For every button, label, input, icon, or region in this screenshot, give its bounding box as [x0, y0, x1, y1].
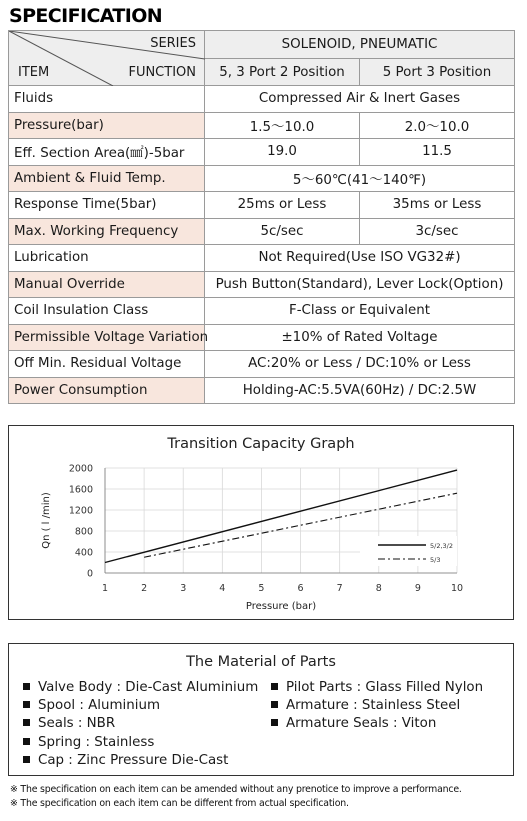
footnote: ※ The specification on each item can be different from actual specification. — [10, 798, 349, 809]
legend-label: 5/3 — [430, 556, 441, 564]
graph-title: Transition Capacity Graph — [167, 436, 355, 452]
bullet-square-icon — [23, 756, 30, 763]
y-axis-label: Qn ( l /min) — [41, 492, 52, 549]
row-value-v2: 3c/sec — [360, 218, 515, 245]
materials-title: The Material of Parts — [186, 654, 336, 670]
table-row — [9, 271, 515, 298]
item-label: ITEM — [18, 65, 50, 80]
y-tick-label: 400 — [74, 547, 93, 559]
spec-rows — [9, 86, 515, 404]
row-value: Not Required(Use ISO VG32#) — [205, 245, 515, 272]
table-row — [9, 165, 515, 192]
x-tick-label: 3 — [180, 583, 187, 594]
material-text: Seals : NBR — [38, 716, 116, 732]
row-label: Manual Override — [9, 271, 205, 298]
materials-list-left — [23, 679, 258, 770]
y-tick-label: 1200 — [68, 505, 93, 517]
x-axis-label: Pressure (bar) — [245, 601, 317, 612]
row-label: Lubrication — [9, 245, 205, 272]
row-label: Eff. Section Area(㎟)-5bar — [9, 139, 205, 166]
x-tick-label: 8 — [375, 583, 382, 594]
page-title: SPECIFICATION — [9, 5, 163, 27]
table-row — [9, 86, 515, 113]
table-header-row-1 — [9, 31, 515, 59]
bullet-square-icon — [271, 683, 278, 690]
material-item — [23, 697, 258, 715]
row-label: Response Time(5bar) — [9, 192, 205, 219]
bullet-square-icon — [23, 683, 30, 690]
x-tick-label: 9 — [414, 583, 421, 594]
function-label: FUNCTION — [128, 65, 196, 80]
legend-label: 5/2,3/2 — [430, 542, 453, 550]
row-value: Holding-AC:5.5VA(60Hz) / DC:2.5W — [205, 377, 515, 404]
row-label: Power Consumption — [9, 377, 205, 404]
row-value-v1: 1.5～10.0 — [205, 112, 360, 139]
row-label: Coil Insulation Class — [9, 298, 205, 325]
materials-panel — [8, 643, 514, 776]
material-item — [271, 679, 483, 697]
y-tick-label: 1600 — [68, 484, 93, 496]
row-value: Compressed Air & Inert Gases — [205, 86, 515, 113]
row-value-v2: 11.5 — [360, 139, 515, 166]
row-value-v2: 2.0～10.0 — [360, 112, 515, 139]
table-row — [9, 324, 515, 351]
bullet-square-icon — [23, 701, 30, 708]
material-text: Armature Seals : Viton — [286, 716, 437, 732]
row-label: Ambient & Fluid Temp. — [9, 165, 205, 192]
specification-table — [8, 30, 515, 404]
row-value: Push Button(Standard), Lever Lock(Option) — [205, 271, 515, 298]
x-tick-label: 1 — [101, 583, 109, 594]
y-tick-label: 2000 — [68, 463, 93, 475]
table-row — [9, 192, 515, 219]
row-value: ±10% of Rated Voltage — [205, 324, 515, 351]
footnote: ※ The specification on each item can be amended without any prenotice to improve a performance. — [10, 784, 462, 795]
row-value-v2: 35ms or Less — [360, 192, 515, 219]
graph-panel — [8, 425, 514, 620]
bullet-square-icon — [23, 719, 30, 726]
x-tick-label: 2 — [141, 583, 148, 594]
legend-box — [360, 536, 457, 566]
material-item — [271, 715, 483, 733]
table-row — [9, 218, 515, 245]
table-row — [9, 245, 515, 272]
row-value: F-Class or Equivalent — [205, 298, 515, 325]
material-item — [23, 752, 258, 770]
material-text: Armature : Stainless Steel — [286, 698, 461, 714]
row-value: 5～60℃(41～140℉) — [205, 165, 515, 192]
bullet-square-icon — [23, 738, 30, 745]
row-value-v1: 25ms or Less — [205, 192, 360, 219]
series-value: SOLENOID, PNEUMATIC — [205, 31, 515, 59]
bullet-square-icon — [271, 701, 278, 708]
header-corner-cell — [9, 31, 205, 86]
row-label: Permissible Voltage Variation — [9, 324, 205, 351]
material-item — [271, 697, 483, 715]
x-tick-label: 4 — [219, 583, 226, 594]
table-row — [9, 139, 515, 166]
y-tick-label: 0 — [86, 568, 93, 580]
materials-list-right — [271, 679, 483, 734]
transition-capacity-chart — [9, 426, 515, 621]
row-label: Pressure(bar) — [9, 112, 205, 139]
table-row — [9, 298, 515, 325]
material-text: Spool : Aluminium — [38, 698, 160, 714]
row-value-v1: 5c/sec — [205, 218, 360, 245]
row-value: AC:20% or Less / DC:10% or Less — [205, 351, 515, 378]
x-tick-label: 6 — [297, 583, 304, 594]
row-label: Fluids — [9, 86, 205, 113]
material-item — [23, 679, 258, 697]
table-row — [9, 351, 515, 378]
column-header-1: 5, 3 Port 2 Position — [205, 59, 360, 86]
material-item — [23, 734, 258, 752]
table-row — [9, 112, 515, 139]
x-tick-label: 7 — [336, 583, 343, 594]
material-item — [23, 715, 258, 733]
series-label: SERIES — [150, 36, 196, 51]
x-tick-label: 5 — [258, 583, 265, 594]
footnotes — [10, 783, 462, 811]
row-label: Off Min. Residual Voltage — [9, 351, 205, 378]
bullet-square-icon — [271, 719, 278, 726]
table-row — [9, 377, 515, 404]
material-text: Valve Body : Die-Cast Aluminium — [38, 680, 259, 695]
x-tick-label: 10 — [450, 583, 464, 594]
material-text: Cap : Zinc Pressure Die-Cast — [38, 752, 229, 768]
material-text: Pilot Parts : Glass Filled Nylon — [286, 680, 484, 695]
material-text: Spring : Stainless — [38, 734, 155, 750]
column-header-2: 5 Port 3 Position — [360, 59, 515, 86]
row-value-v1: 19.0 — [205, 139, 360, 166]
y-tick-label: 800 — [74, 526, 93, 538]
row-label: Max. Working Frequency — [9, 218, 205, 245]
